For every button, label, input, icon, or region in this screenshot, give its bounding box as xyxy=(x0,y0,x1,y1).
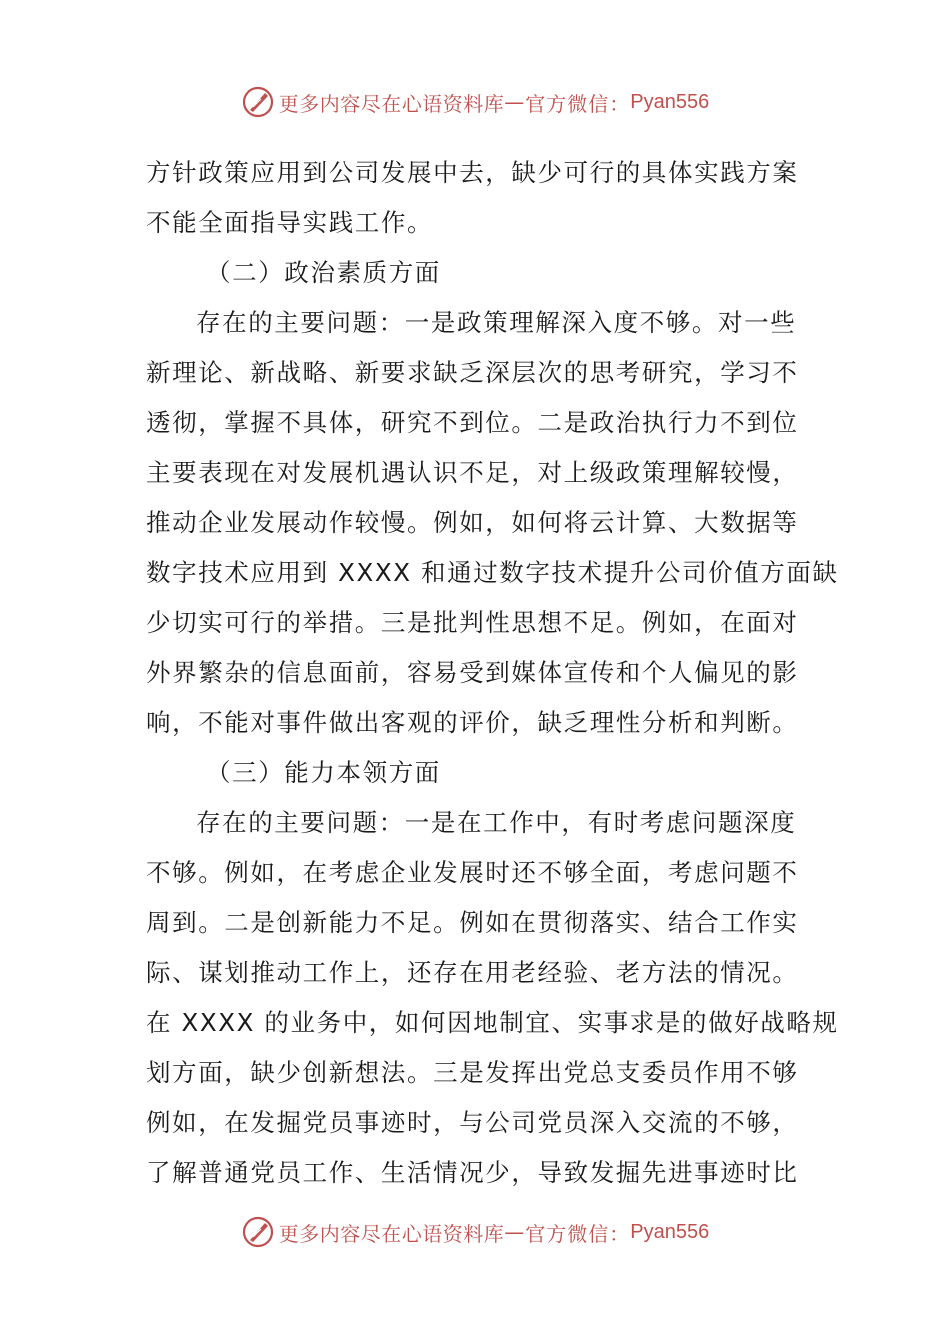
quill-seal-icon xyxy=(241,1215,275,1249)
text-line: 际、谋划推动工作上，还存在用老经验、老方法的情况。 xyxy=(146,958,799,987)
banner-dash: — xyxy=(504,1220,526,1244)
text-line: 不够。例如，在考虑企业发展时还不够全面，考虑问题不 xyxy=(146,858,799,887)
document-body xyxy=(146,148,839,1198)
text-line: 划方面，缺少创新想法。三是发挥出党总支委员作用不够 xyxy=(146,1058,799,1087)
text-line: 透彻，掌握不具体，研究不到位。二是政治执行力不到位 xyxy=(146,408,799,437)
text-line: 数字技术应用到 XXXX 和通过数字技术提升公司价值方面缺 xyxy=(146,558,839,587)
text-line: 少切实可行的举措。三是批判性思想不足。例如，在面对 xyxy=(146,608,799,637)
paragraph-start: 存在的主要问题：一是政策理解深入度不够。对一些 xyxy=(196,308,797,337)
text-line: 周到。二是创新能力不足。例如在贯彻落实、结合工作实 xyxy=(146,908,799,937)
banner-brand: 更多内容尽在心语资料库 xyxy=(278,1221,505,1246)
header-banner xyxy=(0,82,950,122)
text-line: 响，不能对事件做出客观的评价，缺乏理性分析和判断。 xyxy=(146,708,799,737)
text-line: 外界繁杂的信息面前，容易受到媒体宣传和个人偏见的影 xyxy=(146,658,799,687)
footer-banner xyxy=(0,1212,950,1252)
text-line: 不能全面指导实践工作。 xyxy=(146,208,434,237)
paragraph-start: 存在的主要问题：一是在工作中，有时考虑问题深度 xyxy=(196,808,797,837)
banner-wechat-id: Pyan556 xyxy=(630,1220,710,1243)
text-line: 新理论、新战略、新要求缺乏深层次的思考研究，学习不 xyxy=(146,358,799,387)
text-line: 推动企业发展动作较慢。例如，如何将云计算、大数据等 xyxy=(146,508,799,537)
quill-seal-icon xyxy=(241,85,275,119)
text-line: 主要表现在对发展机遇认识不足，对上级政策理解较慢， xyxy=(146,458,799,487)
banner-official: 官方微信： xyxy=(525,1221,631,1246)
banner-wechat-id: Pyan556 xyxy=(630,90,710,113)
text-line: 在 XXXX 的业务中，如何因地制宜、实事求是的做好战略规 xyxy=(146,1008,839,1037)
text-line: 例如，在发掘党员事迹时，与公司党员深入交流的不够， xyxy=(146,1108,799,1137)
banner-brand: 更多内容尽在心语资料库 xyxy=(278,91,505,116)
banner-dash: — xyxy=(504,90,526,114)
text-line: 了解普通党员工作、生活情况少，导致发掘先进事迹时比 xyxy=(146,1158,799,1187)
section-heading: （二）政治素质方面 xyxy=(206,258,441,287)
text-line: 方针政策应用到公司发展中去，缺少可行的具体实践方案 xyxy=(146,158,799,187)
banner-official: 官方微信： xyxy=(525,91,631,116)
section-heading: （三）能力本领方面 xyxy=(206,758,441,787)
